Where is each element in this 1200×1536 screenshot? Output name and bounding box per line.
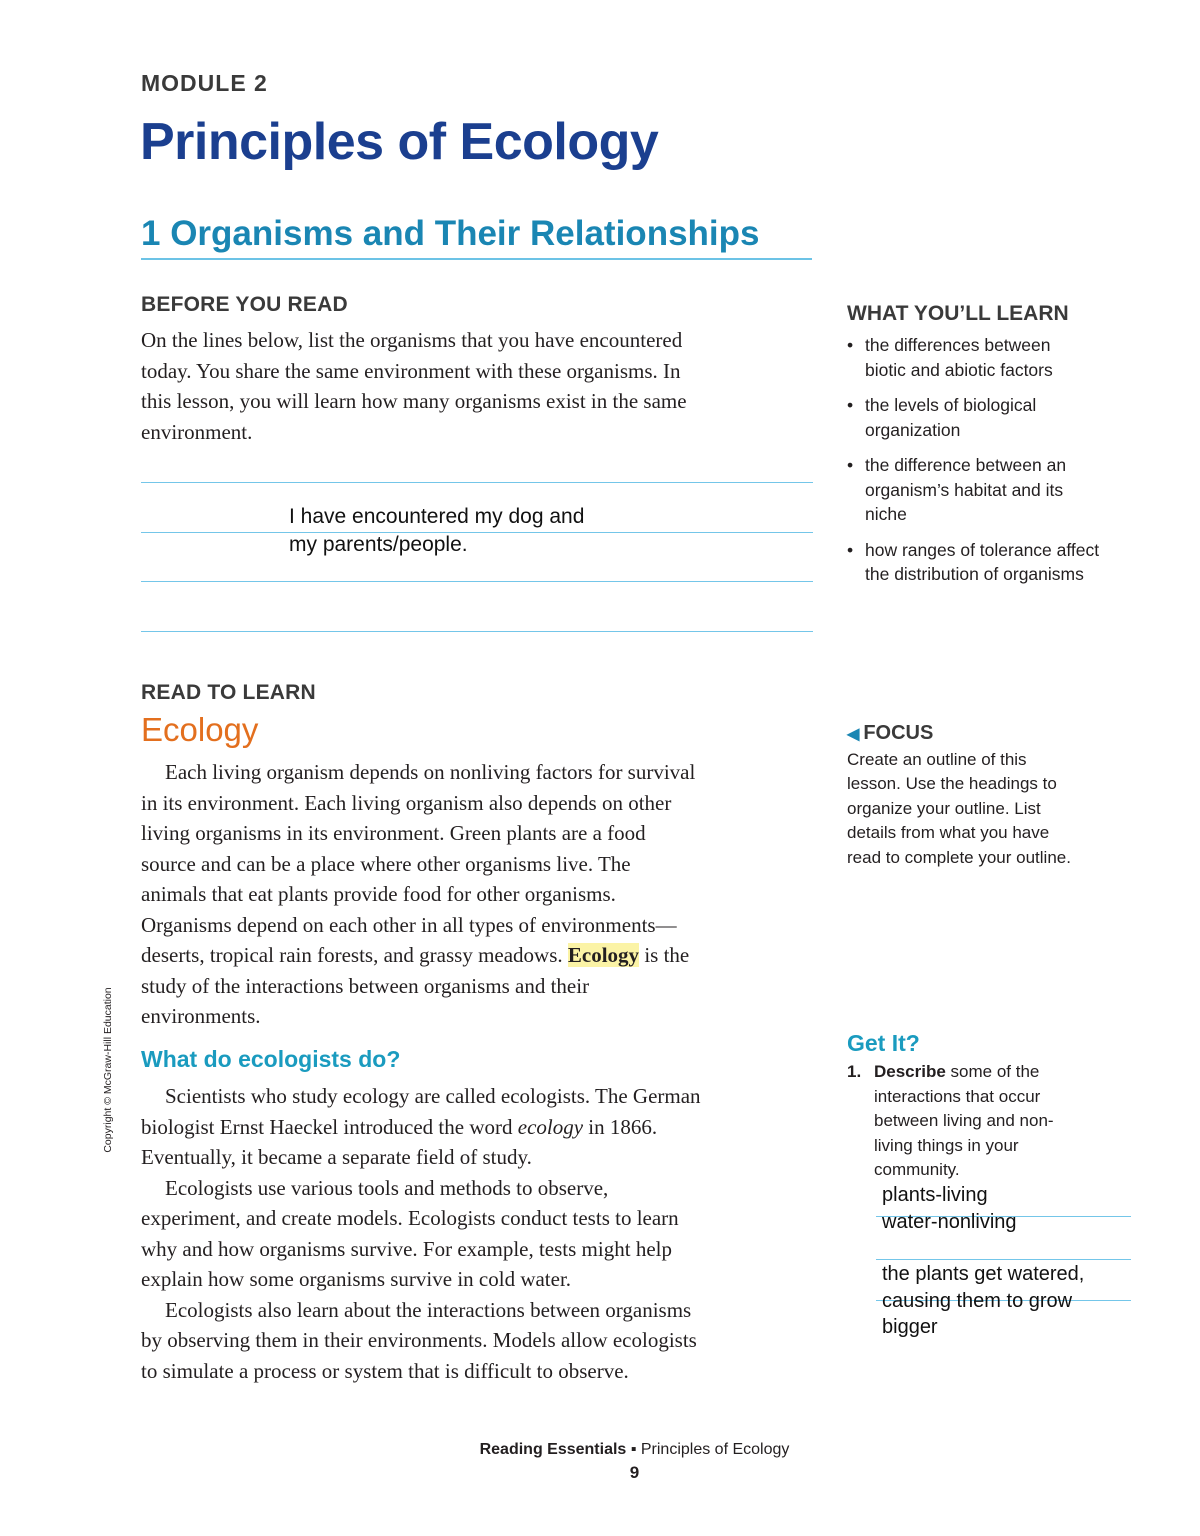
read-to-learn-heading: READ TO LEARN xyxy=(141,681,316,704)
answer-text: causing them to grow xyxy=(882,1289,1073,1312)
question-verb: Describe xyxy=(874,1062,946,1081)
text-line: by observing them in their environments. Models allow ecologists xyxy=(141,1328,697,1352)
text-line xyxy=(141,940,821,971)
text-line: why and how organisms survive. For example, tests might help xyxy=(141,1236,672,1261)
text-line xyxy=(141,1112,821,1143)
handwritten-answer xyxy=(882,1261,1084,1341)
answer-text: plants-living xyxy=(882,1184,988,1206)
answer-line[interactable] xyxy=(141,581,813,582)
ecologists-paragraphs xyxy=(141,1081,821,1386)
answer-line[interactable] xyxy=(141,631,813,632)
objective-item xyxy=(847,453,1147,527)
vocab-term-ecology: Ecology xyxy=(567,943,640,967)
text-line: experiment, and create models. Ecologists conduct tests to learn xyxy=(141,1206,679,1230)
focus-heading xyxy=(847,722,933,745)
footer-book: Reading Essentials xyxy=(479,1441,627,1458)
text-line: On the lines below, list the organisms that you have encountered xyxy=(141,328,683,352)
text-line: lesson. Use the headings to xyxy=(847,774,1057,794)
objective-line: • the difference between an xyxy=(865,455,1067,475)
text-line: interactions that occur xyxy=(874,1086,1041,1106)
subsection-heading: What do ecologists do? xyxy=(141,1046,401,1072)
text-line: Create an outline of this xyxy=(847,750,1027,769)
focus-text xyxy=(847,748,1137,870)
answer-line[interactable] xyxy=(876,1259,1131,1260)
text-line: Ecologists use various tools and methods to observe, xyxy=(165,1175,609,1200)
answer-text: the plants get watered, xyxy=(882,1263,1085,1285)
get-it-question xyxy=(847,1060,1117,1183)
text-line: Eventually, it became a separate field of study. xyxy=(141,1145,532,1169)
text-line: community. xyxy=(874,1160,960,1179)
ecology-paragraph xyxy=(141,757,821,1032)
text-fragment: biologist Ernst Haeckel introduced the word xyxy=(141,1114,518,1139)
question-body xyxy=(874,1060,1117,1183)
page-number: 9 xyxy=(629,1463,640,1482)
objective-item xyxy=(847,333,1147,382)
text-fragment: in 1866. xyxy=(583,1114,658,1139)
text-line: animals that eat plants provide food for other organisms. xyxy=(141,882,616,906)
footer-separator: ▪ xyxy=(626,1441,641,1458)
get-it-heading: Get It? xyxy=(847,1030,920,1056)
text-line: study of the interactions between organisms and their xyxy=(141,973,590,998)
text-line: in its environment. Each living organism also depends on other xyxy=(141,790,672,815)
objective-line: the distribution of organisms xyxy=(865,564,1084,584)
answer-text: my parents/people. xyxy=(289,533,468,556)
objective-line: biotic and abiotic factors xyxy=(865,359,1053,380)
before-you-read-heading: BEFORE YOU READ xyxy=(141,293,348,316)
text-line: Scientists who study ecology are called ecologists. The German xyxy=(165,1084,701,1108)
answer-text: I have encountered my dog and xyxy=(289,505,585,528)
before-you-read-text xyxy=(141,325,821,447)
objective-line: • the levels of biological xyxy=(865,395,1037,415)
page-title: Principles of Ecology xyxy=(140,113,659,171)
section-heading: Ecology xyxy=(141,711,259,748)
text-line: explain how some organisms survive in cold water. xyxy=(141,1267,572,1291)
handwritten-answer xyxy=(289,503,584,559)
text-line: organize your outline. List xyxy=(847,798,1041,818)
text-line: environment. xyxy=(141,419,253,444)
what-youll-learn-heading: WHAT YOU’LL LEARN xyxy=(847,302,1069,325)
objective-item xyxy=(847,393,1147,442)
text-line xyxy=(874,1060,1117,1085)
footer-topic: Principles of Ecology xyxy=(640,1441,790,1458)
italic-term: ecology xyxy=(517,1114,584,1139)
module-label: MODULE 2 xyxy=(141,70,268,96)
objective-item xyxy=(847,538,1147,587)
objective-line: • the differences between xyxy=(865,335,1051,355)
question-number: 1. xyxy=(847,1062,862,1081)
lesson-rule xyxy=(141,258,812,260)
text-line: to simulate a process or system that is difficult to observe. xyxy=(141,1358,629,1383)
text-line: living organisms in its environment. Green plants are a food xyxy=(141,821,646,845)
text-line: today. You share the same environment with these organisms. In xyxy=(141,358,681,383)
text-line: between living and non- xyxy=(874,1111,1054,1130)
answer-line[interactable] xyxy=(141,482,813,483)
handwritten-answer xyxy=(882,1182,1017,1235)
objective-line: • how ranges of tolerance affect xyxy=(865,539,1100,560)
text-line: Each living organism depends on nonliving factors for survival xyxy=(165,760,696,784)
left-triangle-icon: ◀ xyxy=(847,726,860,743)
text-line: details from what you have xyxy=(847,823,1050,843)
objective-line: organization xyxy=(865,419,961,440)
text-line: source and can be a place where other organisms live. The xyxy=(141,851,631,876)
learning-objectives-list xyxy=(847,333,1147,598)
answer-text: bigger xyxy=(882,1316,938,1338)
objective-line: niche xyxy=(865,504,907,524)
text-line: this lesson, you will learn how many organisms exist in the same xyxy=(141,389,687,413)
text-fragment: deserts, tropical rain forests, and grassy meadows. xyxy=(141,943,568,967)
text-line: read to complete your outline. xyxy=(847,847,1071,867)
text-line: Ecologists also learn about the interactions between organisms xyxy=(165,1297,692,1322)
focus-label: FOCUS xyxy=(863,722,934,744)
objective-line: organism’s habitat and its xyxy=(865,479,1064,500)
answer-text: water-nonliving xyxy=(882,1210,1017,1233)
text-fragment: some of the xyxy=(945,1062,1040,1081)
footer-running-title xyxy=(0,1441,1200,1459)
lesson-title: 1 Organisms and Their Relationships xyxy=(141,214,760,253)
copyright-notice: Copyright © McGraw-Hill Education xyxy=(102,987,114,1153)
text-line: environments. xyxy=(141,1004,261,1028)
text-fragment: is the xyxy=(639,943,690,967)
text-line: living things in your xyxy=(874,1135,1019,1155)
text-line: Organisms depend on each other in all types of environments— xyxy=(141,912,677,937)
